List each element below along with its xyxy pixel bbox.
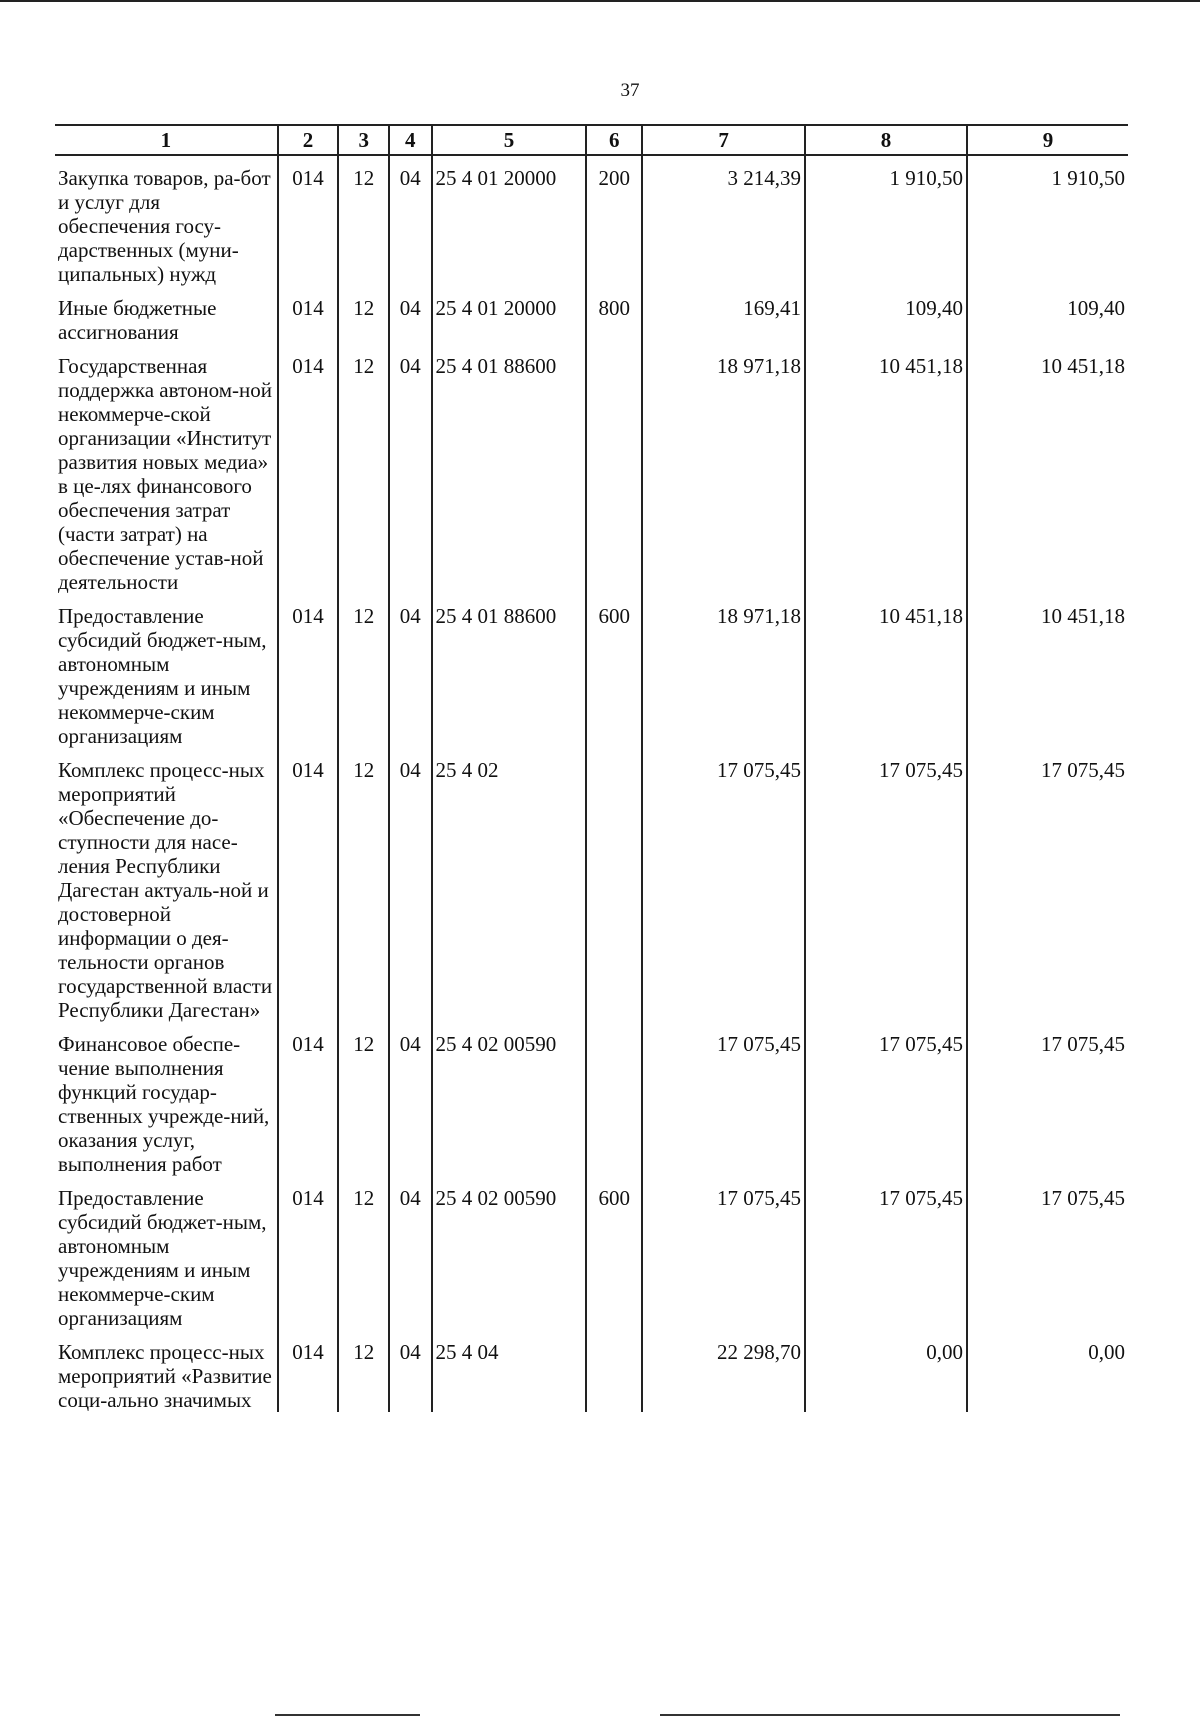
- ministry-code: 014: [278, 1022, 339, 1176]
- expense-type-code: [586, 748, 642, 1022]
- column-header: 3: [338, 125, 389, 155]
- amount-col-9: 17 075,45: [967, 1022, 1128, 1176]
- column-header: 7: [642, 125, 805, 155]
- ministry-code: 014: [278, 344, 339, 594]
- column-header: 1: [55, 125, 278, 155]
- item-name: Иные бюджетные ассигнования: [58, 296, 217, 344]
- section-code: 12: [338, 748, 389, 1022]
- amount-col-8: 17 075,45: [805, 1176, 967, 1330]
- page-number: 37: [620, 80, 640, 101]
- section-code: 12: [338, 1176, 389, 1330]
- amount-col-8: 17 075,45: [805, 748, 967, 1022]
- amount-col-8: 17 075,45: [805, 1022, 967, 1176]
- column-header: 4: [389, 125, 432, 155]
- section-code: 12: [338, 1022, 389, 1176]
- amount-col-9: 17 075,45: [967, 1176, 1128, 1330]
- target-article-code: 25 4 01 88600: [432, 344, 587, 594]
- target-article-code: 25 4 02: [432, 748, 587, 1022]
- table-row: [55, 155, 1128, 286]
- subsection-code: 04: [389, 1022, 432, 1176]
- amount-col-9: 0,00: [967, 1330, 1128, 1412]
- amount-col-7: 17 075,45: [642, 1176, 805, 1330]
- target-article-code: 25 4 02 00590: [432, 1176, 587, 1330]
- table-row: [55, 344, 1128, 594]
- expense-type-code: [586, 1022, 642, 1176]
- subsection-code: 04: [389, 594, 432, 748]
- amount-col-9: 1 910,50: [967, 155, 1128, 286]
- amount-col-7: 17 075,45: [642, 748, 805, 1022]
- subsection-code: 04: [389, 286, 432, 344]
- amount-col-7: 169,41: [642, 286, 805, 344]
- target-article-code: 25 4 01 20000: [432, 286, 587, 344]
- ministry-code: 014: [278, 1330, 339, 1412]
- section-code: 12: [338, 344, 389, 594]
- expense-type-code: 200: [586, 155, 642, 286]
- subsection-code: 04: [389, 1330, 432, 1412]
- target-article-code: 25 4 01 88600: [432, 594, 587, 748]
- expense-type-code: [586, 1330, 642, 1412]
- bottom-edge-line: [660, 1714, 1120, 1716]
- target-article-code: 25 4 02 00590: [432, 1022, 587, 1176]
- amount-col-7: 17 075,45: [642, 1022, 805, 1176]
- ministry-code: 014: [278, 594, 339, 748]
- section-code: 12: [338, 155, 389, 286]
- subsection-code: 04: [389, 748, 432, 1022]
- item-name: Финансовое обеспе-чение выполнения функций государ-ственных учрежде-ний, оказания услуг, выполнения работ: [58, 1032, 270, 1176]
- subsection-code: 04: [389, 155, 432, 286]
- amount-col-8: 10 451,18: [805, 594, 967, 748]
- amount-col-7: 18 971,18: [642, 594, 805, 748]
- column-header: 8: [805, 125, 967, 155]
- table-row: [55, 286, 1128, 344]
- amount-col-9: 17 075,45: [967, 748, 1128, 1022]
- amount-col-9: 109,40: [967, 286, 1128, 344]
- table-row: [55, 748, 1128, 1022]
- ministry-code: 014: [278, 748, 339, 1022]
- column-header: 5: [432, 125, 587, 155]
- amount-col-7: 22 298,70: [642, 1330, 805, 1412]
- table-row: [55, 1022, 1128, 1176]
- expense-type-code: 600: [586, 594, 642, 748]
- table-header-row: [55, 125, 1128, 155]
- amount-col-7: 3 214,39: [642, 155, 805, 286]
- target-article-code: 25 4 04: [432, 1330, 587, 1412]
- amount-col-8: 10 451,18: [805, 344, 967, 594]
- expense-type-code: [586, 344, 642, 594]
- subsection-code: 04: [389, 1176, 432, 1330]
- item-name: Закупка товаров, ра-бот и услуг для обеспечения госу-дарственных (муни-ципальных) нужд: [58, 166, 271, 286]
- amount-col-8: 0,00: [805, 1330, 967, 1412]
- item-name: Государственная поддержка автоном-ной некоммерче-ской организации «Институт развития новых медиа» в це-лях финансового обеспечения затрат (части затрат) на обеспечение устав-ной деятельности: [58, 354, 272, 594]
- table-row: [55, 1176, 1128, 1330]
- item-name: Комплекс процесс-ных мероприятий «Развитие соци-ально значимых: [58, 1340, 272, 1412]
- amount-col-9: 10 451,18: [967, 594, 1128, 748]
- amount-col-9: 10 451,18: [967, 344, 1128, 594]
- item-name: Предоставление субсидий бюджет-ным, автономным учреждениям и иным некоммерче-ским организациям: [58, 1186, 267, 1330]
- column-header: 2: [278, 125, 339, 155]
- subsection-code: 04: [389, 344, 432, 594]
- ministry-code: 014: [278, 155, 339, 286]
- budget-table: [55, 124, 1128, 1412]
- column-header: 6: [586, 125, 642, 155]
- expense-type-code: 800: [586, 286, 642, 344]
- amount-col-7: 18 971,18: [642, 344, 805, 594]
- amount-col-8: 1 910,50: [805, 155, 967, 286]
- ministry-code: 014: [278, 1176, 339, 1330]
- target-article-code: 25 4 01 20000: [432, 155, 587, 286]
- section-code: 12: [338, 594, 389, 748]
- column-header: 9: [967, 125, 1128, 155]
- item-name: Предоставление субсидий бюджет-ным, автономным учреждениям и иным некоммерче-ским организациям: [58, 604, 267, 748]
- item-name: Комплекс процесс-ных мероприятий «Обеспечение до-ступности для насе-ления Республики Дагестан актуаль-ной и достоверной информации о дея-тельности органов государственной власти Республики Дагестан»: [58, 758, 273, 1022]
- table-body: [55, 155, 1128, 1412]
- ministry-code: 014: [278, 286, 339, 344]
- expense-type-code: 600: [586, 1176, 642, 1330]
- section-code: 12: [338, 1330, 389, 1412]
- amount-col-8: 109,40: [805, 286, 967, 344]
- top-border-line: [0, 0, 1200, 2]
- bottom-edge-fragment: [275, 1714, 420, 1716]
- table-row: [55, 594, 1128, 748]
- table-row: [55, 1330, 1128, 1412]
- section-code: 12: [338, 286, 389, 344]
